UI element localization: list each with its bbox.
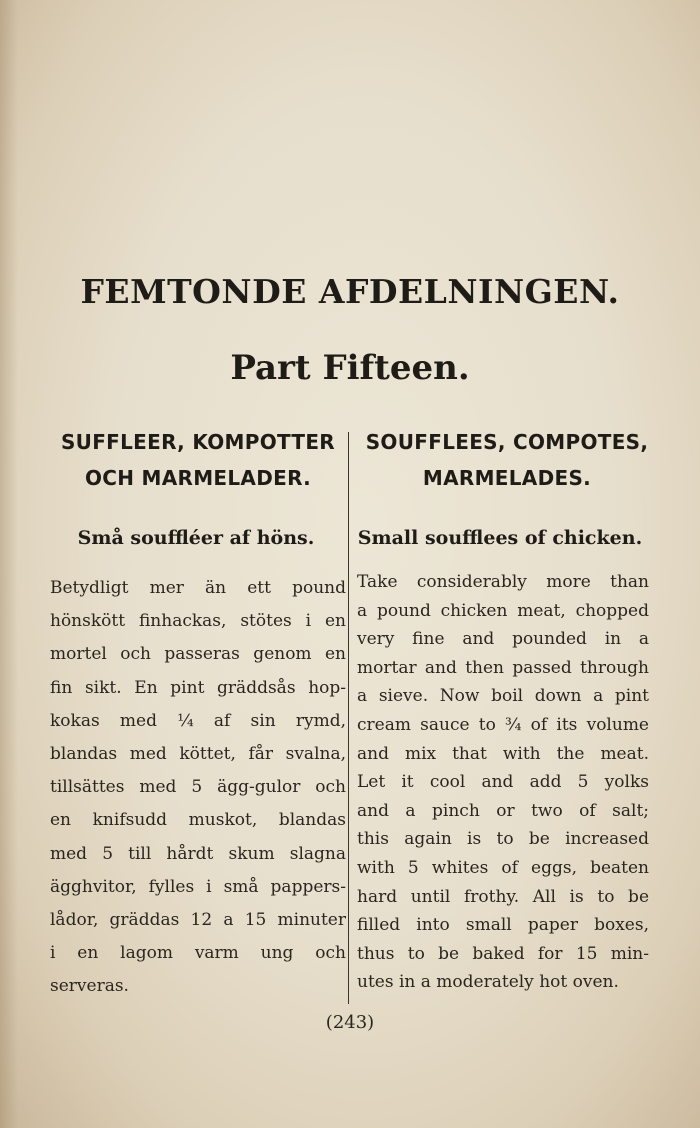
swedish-column-heading <box>48 424 348 496</box>
text-line: thus to be baked for 15 min- <box>357 943 649 964</box>
swedish-heading-line-1: SUFFLEER, KOMPOTTER <box>60 430 336 454</box>
text-line: with 5 whites of eggs, beaten <box>357 857 649 878</box>
text-line: a pound chicken meat, chopped <box>357 600 649 621</box>
text-line: utes in a moderately hot oven. <box>357 972 619 993</box>
page-number: (243) <box>325 1012 375 1033</box>
section-title: FEMTONDE AFDELNINGEN. <box>80 272 620 311</box>
text-line: this again is to be increased <box>357 829 649 850</box>
column-divider <box>348 432 349 1004</box>
text-line: and a pinch or two of salt; <box>357 800 649 821</box>
text-line: Let it cool and add 5 yolks <box>357 772 649 793</box>
text-line: very fine and pounded in a <box>357 629 649 650</box>
text-line: blandas med köttet, får svalna, <box>50 743 346 764</box>
text-line: fin sikt. En pint gräddsås hop- <box>50 677 346 698</box>
text-line: Betydligt mer än ett pound <box>50 578 346 598</box>
text-line: hard until frothy. All is to be <box>357 886 649 907</box>
english-recipe-text <box>357 568 649 997</box>
section-subtitle: Part Fifteen. <box>230 348 470 388</box>
text-line: mortar and then passed through <box>357 657 649 678</box>
swedish-recipe-text <box>50 572 346 1003</box>
text-line: med 5 till hårdt skum slagna <box>50 843 346 864</box>
swedish-recipe-title: Små souffléer af höns. <box>77 527 315 549</box>
text-line: en knifsudd muskot, blandas <box>50 810 346 831</box>
text-line: cream sauce to ¾ of its volume <box>357 714 649 735</box>
text-line: kokas med ¼ af sin rymd, <box>50 710 346 731</box>
english-heading-line-2: MARMELADES. <box>422 466 592 490</box>
english-heading-line-1: SOUFFLEES, COMPOTES, <box>365 430 649 454</box>
text-line: Take considerably more than <box>357 572 649 592</box>
text-line: ägghvitor, fylles i små pappers- <box>50 876 346 897</box>
text-line: and mix that with the meat. <box>357 743 649 764</box>
text-line: filled into small paper boxes, <box>357 915 649 936</box>
text-line: tillsättes med 5 ägg-gulor och <box>50 777 346 798</box>
text-line: mortel och passeras genom en <box>50 644 346 665</box>
text-line: i en lagom varm ung och <box>50 943 346 964</box>
text-line: hönskött finhackas, stötes i en <box>50 611 346 632</box>
english-column-heading <box>357 424 657 496</box>
swedish-heading-line-2: OCH MARMELADER. <box>84 466 312 490</box>
text-line: a sieve. Now boil down a pint <box>357 686 649 707</box>
text-line: lådor, gräddas 12 a 15 minuter <box>50 909 346 930</box>
english-recipe-title: Small soufflees of chicken. <box>357 527 643 549</box>
text-line: serveras. <box>50 976 129 997</box>
